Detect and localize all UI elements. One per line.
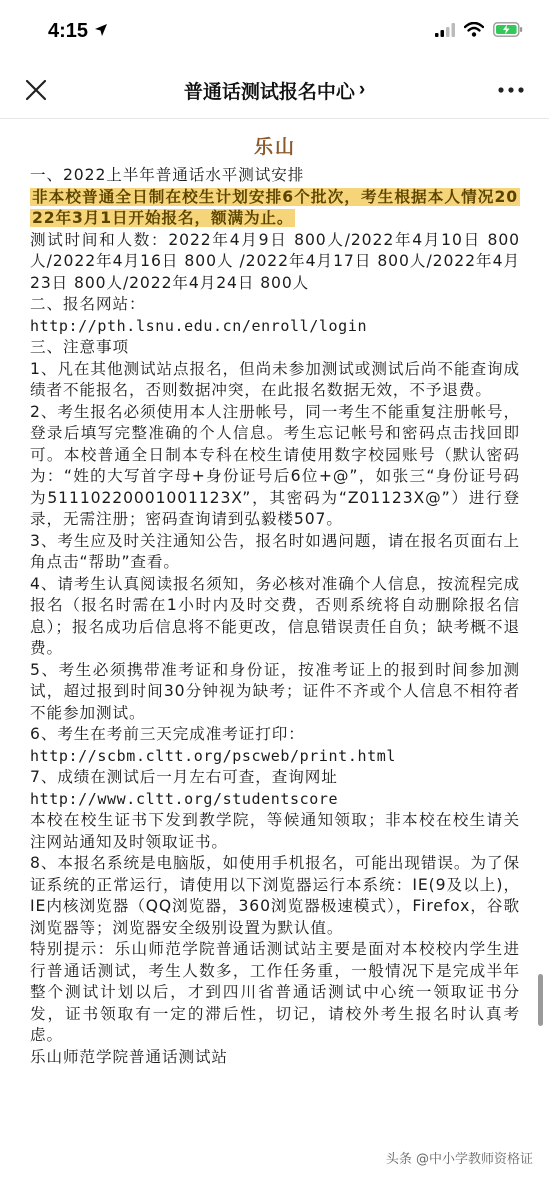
location-arrow-icon	[94, 20, 108, 43]
page-title[interactable]	[184, 77, 365, 104]
navigation-bar	[0, 62, 549, 119]
close-icon[interactable]	[22, 76, 50, 104]
article-content	[30, 118, 520, 1068]
signal-icon	[435, 22, 455, 41]
signature: 乐山师范学院普通话测试站	[30, 1047, 228, 1066]
print-url-link[interactable]: http://scbm.cltt.org/pscweb/print.html	[30, 746, 396, 765]
chevron-right-icon: ›	[358, 79, 366, 100]
more-icon[interactable]	[495, 76, 527, 104]
battery-charging-icon	[493, 22, 523, 41]
status-time	[48, 20, 108, 43]
notice-item-1: 1、凡在其他测试站点报名，但尚未参加测试或测试后尚不能查询成绩者不能报名，否则数据冲突，在此报名数据无效，不予退费。	[30, 359, 520, 399]
notice-item-6: 6、考生在考前三天完成准考证打印：	[30, 725, 305, 743]
section-3-heading: 三、注意事项	[30, 338, 129, 356]
scrollbar-thumb[interactable]	[538, 974, 543, 1026]
notice-item-3: 3、考生应及时关注通知公告，报名时如遇问题，请在报名页面右上角点击“帮助”查看。	[30, 531, 520, 571]
test-schedule: 测试时间和人数：2022年4月9日 800人/2022年4月10日 800人/2022年4月16日 800人 /2022年4月17日 800人/2022年4月23日 800人/2022年4月24日 800人	[30, 230, 520, 292]
status-icons	[435, 22, 523, 41]
notice-item-7: 7、成绩在测试后一月左右可查，查询网址	[30, 768, 338, 786]
enroll-url-link[interactable]: http://pth.lsnu.edu.cn/enroll/login	[30, 316, 368, 335]
notice-item-5: 5、考生必须携带准考证和身份证，按准考证上的报到时间参加测试，超过报到时间30分钟视为缺考；证件不齐或个人信息不相符者不能参加测试。	[30, 660, 520, 722]
wifi-icon	[464, 22, 484, 41]
section-2-heading: 二、报名网站：	[30, 295, 146, 313]
notice-item-4: 4、请考生认真阅读报名须知，务必核对准确个人信息，按流程完成报名（报名时需在1小时内及时交费，否则系统将自动删除报名信息）；报名成功后信息将不能更改，信息错误责任自负；缺考概不退费。	[30, 574, 520, 657]
highlighted-text: 非本校普通全日制在校生计划安排6个批次，考生根据本人情况2022年3月1日开始报名，额满为止。	[32, 187, 518, 227]
notice-item-2: 2、考生报名必须使用本人注册帐号，同一考生不能重复注册帐号，登录后填写完整准确的个人信息。考生忘记帐号和密码点击找回即可。本校普通全日制本专科在校生请使用数字校园账号（默认密码为：“姓的大写首字母+身份证号后6位+@”，如张三“身份证号码为51110220001001123X”，其密码为“Z01123X@”）进行登录，无需注册；密码查询请到弘毅楼507。	[30, 402, 520, 528]
certificate-note: 本校在校生证书下发到教学院，等候通知领取；非本校在校生请关注网站通知及时领取证书。	[30, 811, 520, 851]
clock-label: 4:15	[48, 19, 89, 42]
article-city-title: 乐山	[253, 136, 296, 158]
watermark	[386, 1148, 533, 1167]
section-1-heading: 一、2022上半年普通话水平测试安排	[30, 166, 305, 184]
page-title-text: 普通话测试报名中心	[183, 81, 355, 103]
highlight-notice	[30, 187, 520, 230]
score-url-link[interactable]: http://www.cltt.org/studentscore	[30, 789, 339, 808]
status-bar	[0, 0, 549, 62]
notice-item-8: 8、本报名系统是电脑版，如使用手机报名，可能出现错误。为了保证系统的正常运行，请使用以下浏览器运行本系统：IE(9及以上)，IE内核浏览器（QQ浏览器，360浏览器极速模式），Firefox，谷歌浏览器等；浏览器安全级别设置为默认值。	[30, 854, 520, 937]
watermark-text: 头条 @中小学教师资格证	[385, 1152, 533, 1167]
special-notice: 特别提示：乐山师范学院普通话测试站主要是面对本校校内学生进行普通话测试，考生人数多，工作任务重，一般情况下是完成半年整个测试计划以后，才到四川省普通话测试中心统一领取证书分发，证书领取有一定的滞后性，切记，请校外考生报名时认真考虑。	[30, 940, 520, 1044]
